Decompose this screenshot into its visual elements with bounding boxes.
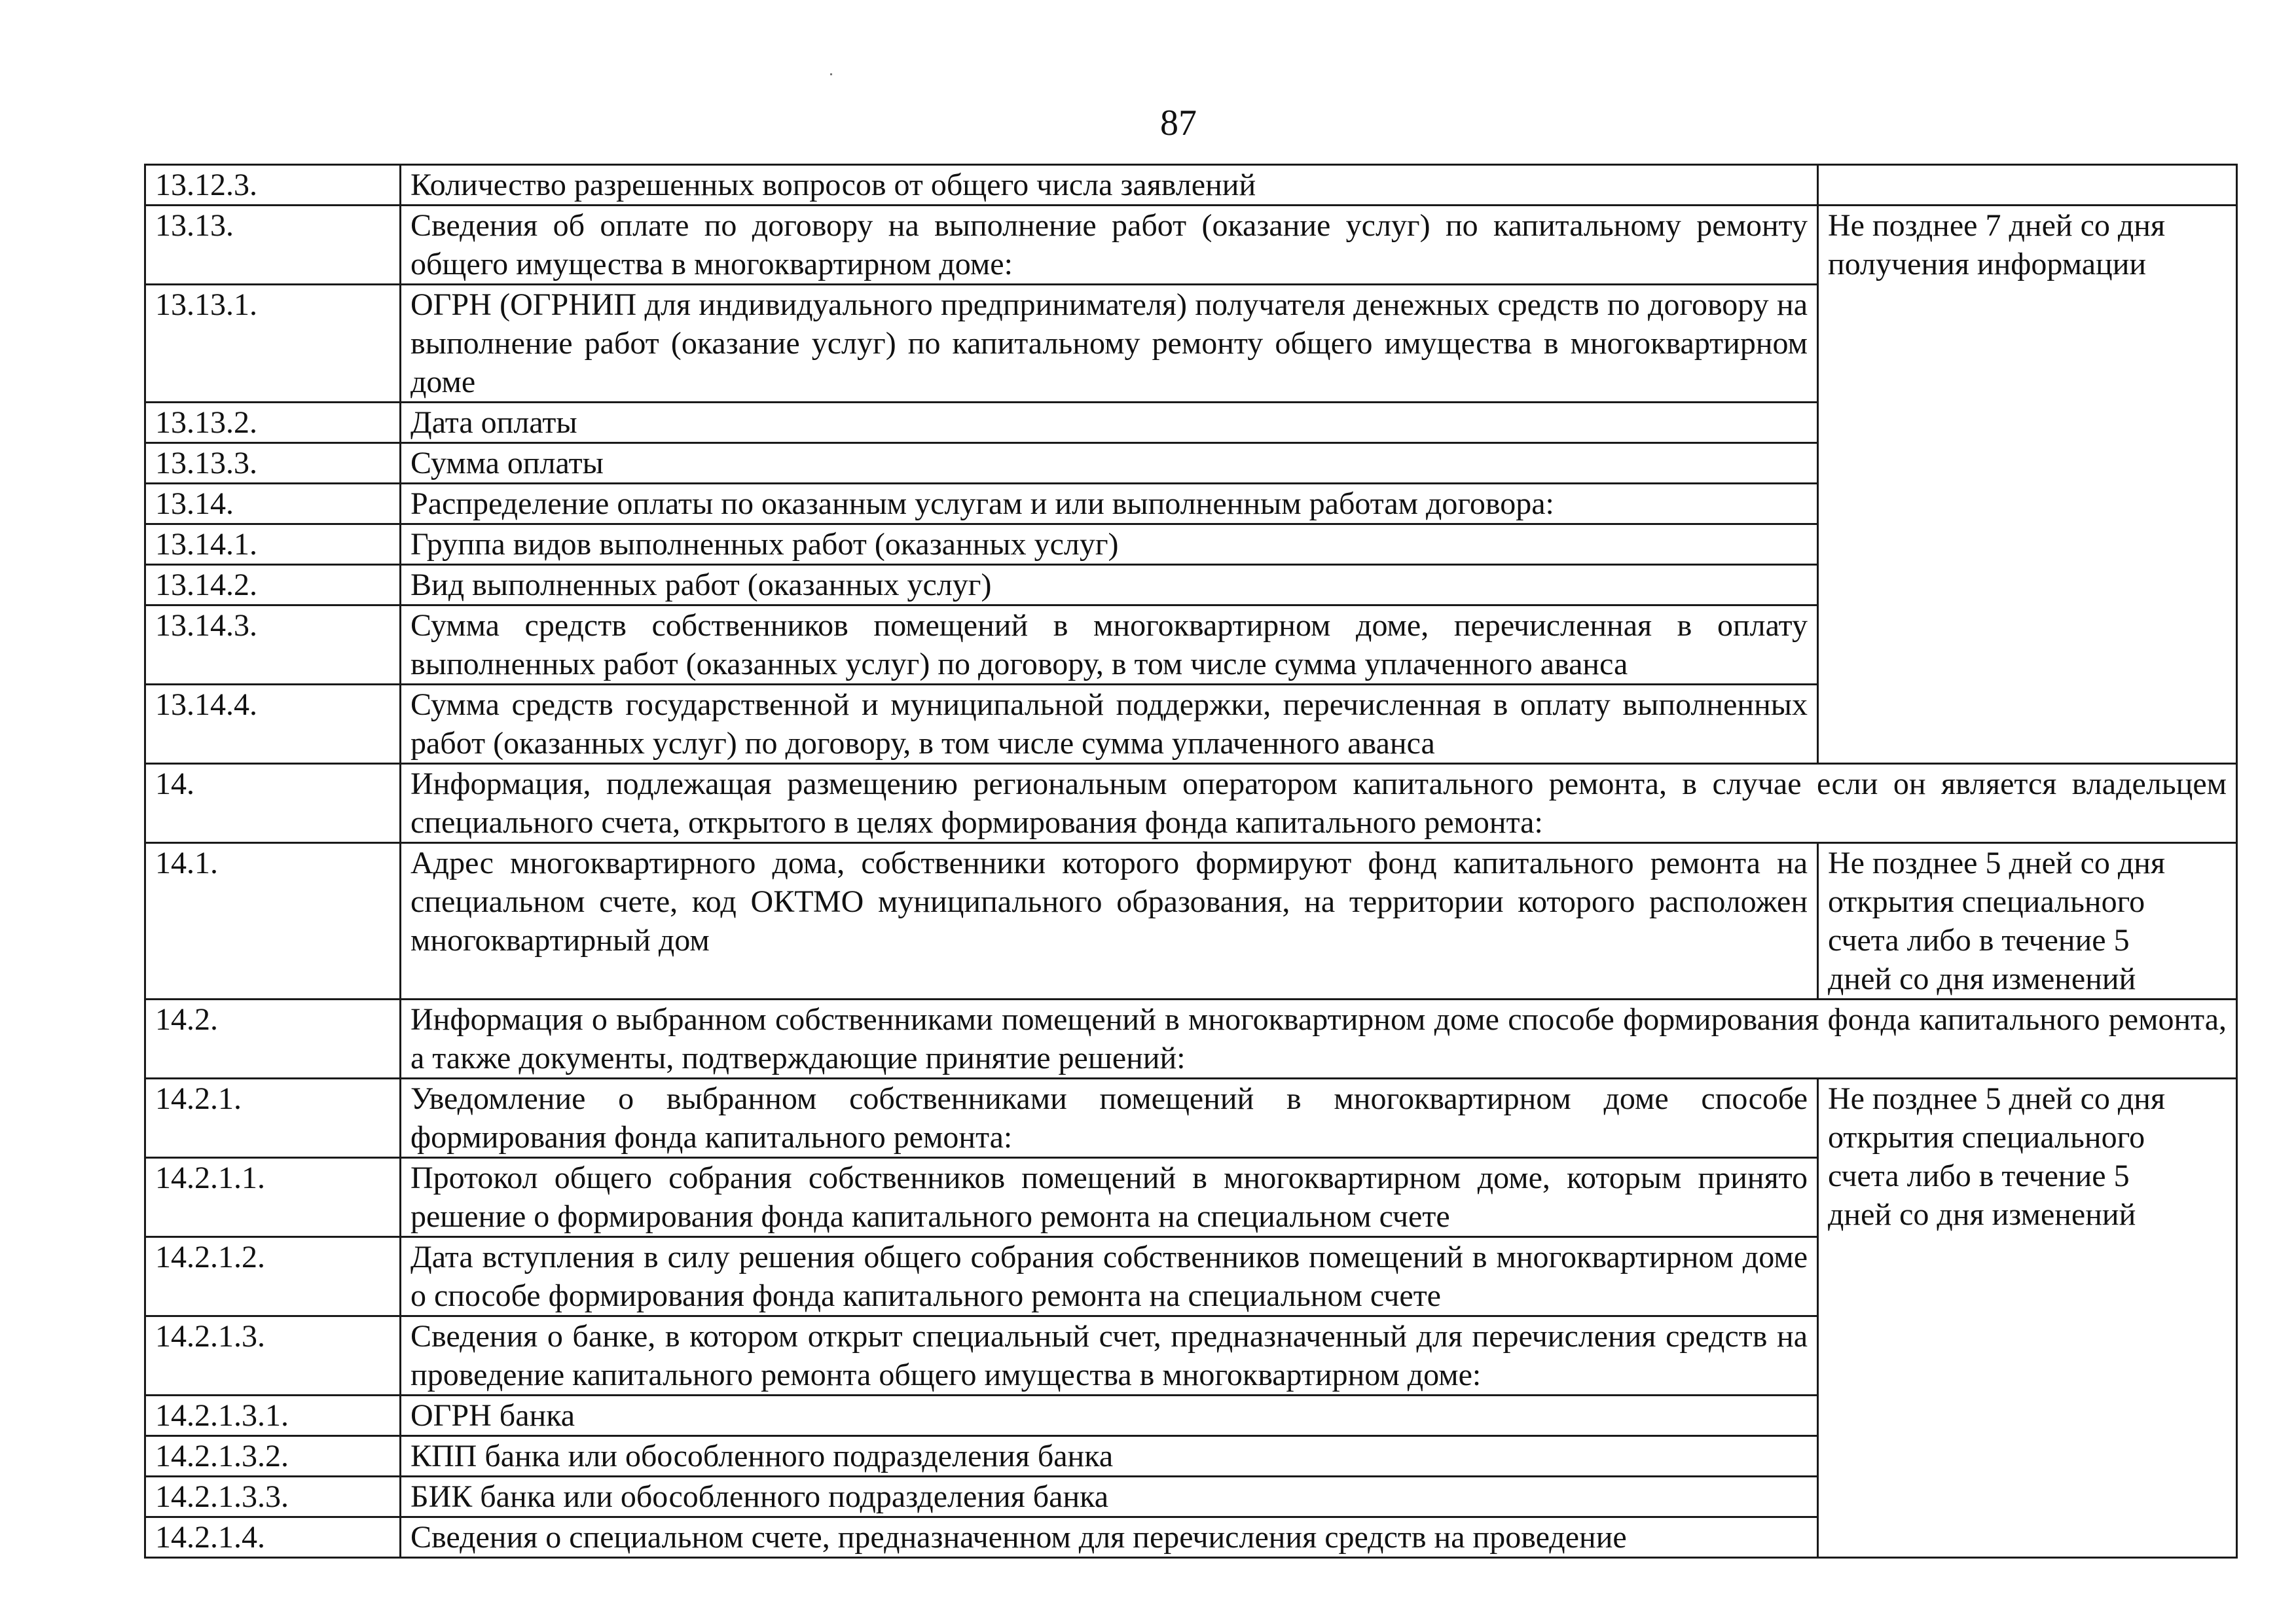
- deadline-text: Не позднее 7 дней со дня: [1828, 208, 2166, 243]
- scan-speck: [830, 73, 832, 75]
- table-row: [145, 165, 2237, 206]
- item-number: 13.13.3.: [145, 443, 401, 484]
- item-text: Сведения о банке, в котором открыт специальный счет, предназначенный для перечисления средств на проведение капитального ремонта общего имущества в многоквартирном доме:: [401, 1316, 1818, 1396]
- item-number: 14.2.1.4.: [145, 1517, 401, 1558]
- item-text: Сведения о специальном счете, предназначенном для перечисления средств на проведение: [401, 1517, 1818, 1558]
- item-number: 14.2.1.: [145, 1079, 401, 1158]
- deadline-cell: [1818, 843, 2237, 1000]
- deadline-text: Не позднее 5 дней со дня: [1828, 1081, 2166, 1116]
- item-text: Вид выполненных работ (оказанных услуг): [401, 565, 1818, 605]
- requirements-table: [144, 164, 2238, 1559]
- item-number: 14.2.1.3.2.: [145, 1436, 401, 1477]
- item-number: 14.2.1.3.: [145, 1316, 401, 1396]
- deadline-text: дней со дня изменений: [1828, 962, 2136, 996]
- item-text: Адрес многоквартирного дома, собственники которого формируют фонд капитального ремонта на специальном счете, код ОКТМО муниципального образования, на территории которого расположен многоквартирный дом: [401, 843, 1818, 1000]
- table-row: [145, 206, 2237, 285]
- item-text: КПП банка или обособленного подразделения банка: [401, 1436, 1818, 1477]
- item-text: Распределение оплаты по оказанным услугам и или выполненным работам договора:: [401, 484, 1818, 524]
- deadline-text: счета либо в течение 5: [1828, 923, 2130, 958]
- deadline-text: получения информации: [1828, 247, 2147, 281]
- item-number: 14.2.: [145, 1000, 401, 1079]
- deadline-cell: [1818, 206, 2237, 764]
- item-text: Дата вступления в силу решения общего собрания собственников помещений в многоквартирном доме о способе формирования фонда капитального ремонта на специальном счете: [401, 1237, 1818, 1316]
- item-number: 14.2.1.1.: [145, 1158, 401, 1237]
- item-text: Дата оплаты: [401, 403, 1818, 443]
- item-text: Уведомление о выбранном собственниками помещений в многоквартирном доме способе формирования фонда капитального ремонта:: [401, 1079, 1818, 1158]
- table-row: [145, 764, 2237, 843]
- item-text: Сведения об оплате по договору на выполнение работ (оказание услуг) по капитальному ремонту общего имущества в многоквартирном доме:: [401, 206, 1818, 285]
- item-text: Сумма средств собственников помещений в многоквартирном доме, перечисленная в оплату выполненных работ (оказанных услуг) по договору, в том числе сумма уплаченного аванса: [401, 605, 1818, 685]
- item-text: Количество разрешенных вопросов от общего числа заявлений: [401, 165, 1818, 206]
- item-number: 13.14.: [145, 484, 401, 524]
- deadline-cell: [1818, 1079, 2237, 1558]
- item-number: 14.2.1.3.3.: [145, 1477, 401, 1517]
- item-text: Сумма средств государственной и муниципальной поддержки, перечисленная в оплату выполненных работ (оказанных услуг) по договору, в том числе сумма уплаченного аванса: [401, 685, 1818, 764]
- page-number: 87: [1160, 103, 1197, 143]
- item-number: 14.2.1.2.: [145, 1237, 401, 1316]
- deadline-text: дней со дня изменений: [1828, 1197, 2136, 1232]
- item-number: 13.13.: [145, 206, 401, 285]
- deadline-text: Не позднее 5 дней со дня: [1828, 846, 2166, 880]
- item-number: 14.: [145, 764, 401, 843]
- item-number: 13.13.2.: [145, 403, 401, 443]
- item-text: ОГРН (ОГРНИП для индивидуального предпринимателя) получателя денежных средств по договору на выполнение работ (оказание услуг) по капитальному ремонту общего имущества в многоквартирном доме: [401, 285, 1818, 403]
- table-row: [145, 1000, 2237, 1079]
- deadline-text: открытия специального: [1828, 1120, 2145, 1155]
- item-number: 14.2.1.3.1.: [145, 1396, 401, 1436]
- term-cell-empty: [1818, 165, 2237, 206]
- item-number: 13.13.1.: [145, 285, 401, 403]
- item-number: 13.14.1.: [145, 524, 401, 565]
- table-row: [145, 1079, 2237, 1158]
- item-text: БИК банка или обособленного подразделения банка: [401, 1477, 1818, 1517]
- item-text: Информация, подлежащая размещению региональным оператором капитального ремонта, в случае если он является владельцем специального счета, открытого в целях формирования фонда капитального ремонта:: [401, 764, 2237, 843]
- item-text: Группа видов выполненных работ (оказанных услуг): [401, 524, 1818, 565]
- item-text: Протокол общего собрания собственников помещений в многоквартирном доме, которым принято решение о формирования фонда капитального ремонта на специальном счете: [401, 1158, 1818, 1237]
- item-number: 13.14.4.: [145, 685, 401, 764]
- item-number: 14.1.: [145, 843, 401, 1000]
- deadline-text: открытия специального: [1828, 884, 2145, 919]
- item-text: Сумма оплаты: [401, 443, 1818, 484]
- item-text: Информация о выбранном собственниками помещений в многоквартирном доме способе формирования фонда капитального ремонта, а также документы, подтверждающие принятие решений:: [401, 1000, 2237, 1079]
- table-row: [145, 843, 2237, 1000]
- item-text: ОГРН банка: [401, 1396, 1818, 1436]
- item-number: 13.12.3.: [145, 165, 401, 206]
- deadline-text: счета либо в течение 5: [1828, 1159, 2130, 1193]
- item-number: 13.14.2.: [145, 565, 401, 605]
- item-number: 13.14.3.: [145, 605, 401, 685]
